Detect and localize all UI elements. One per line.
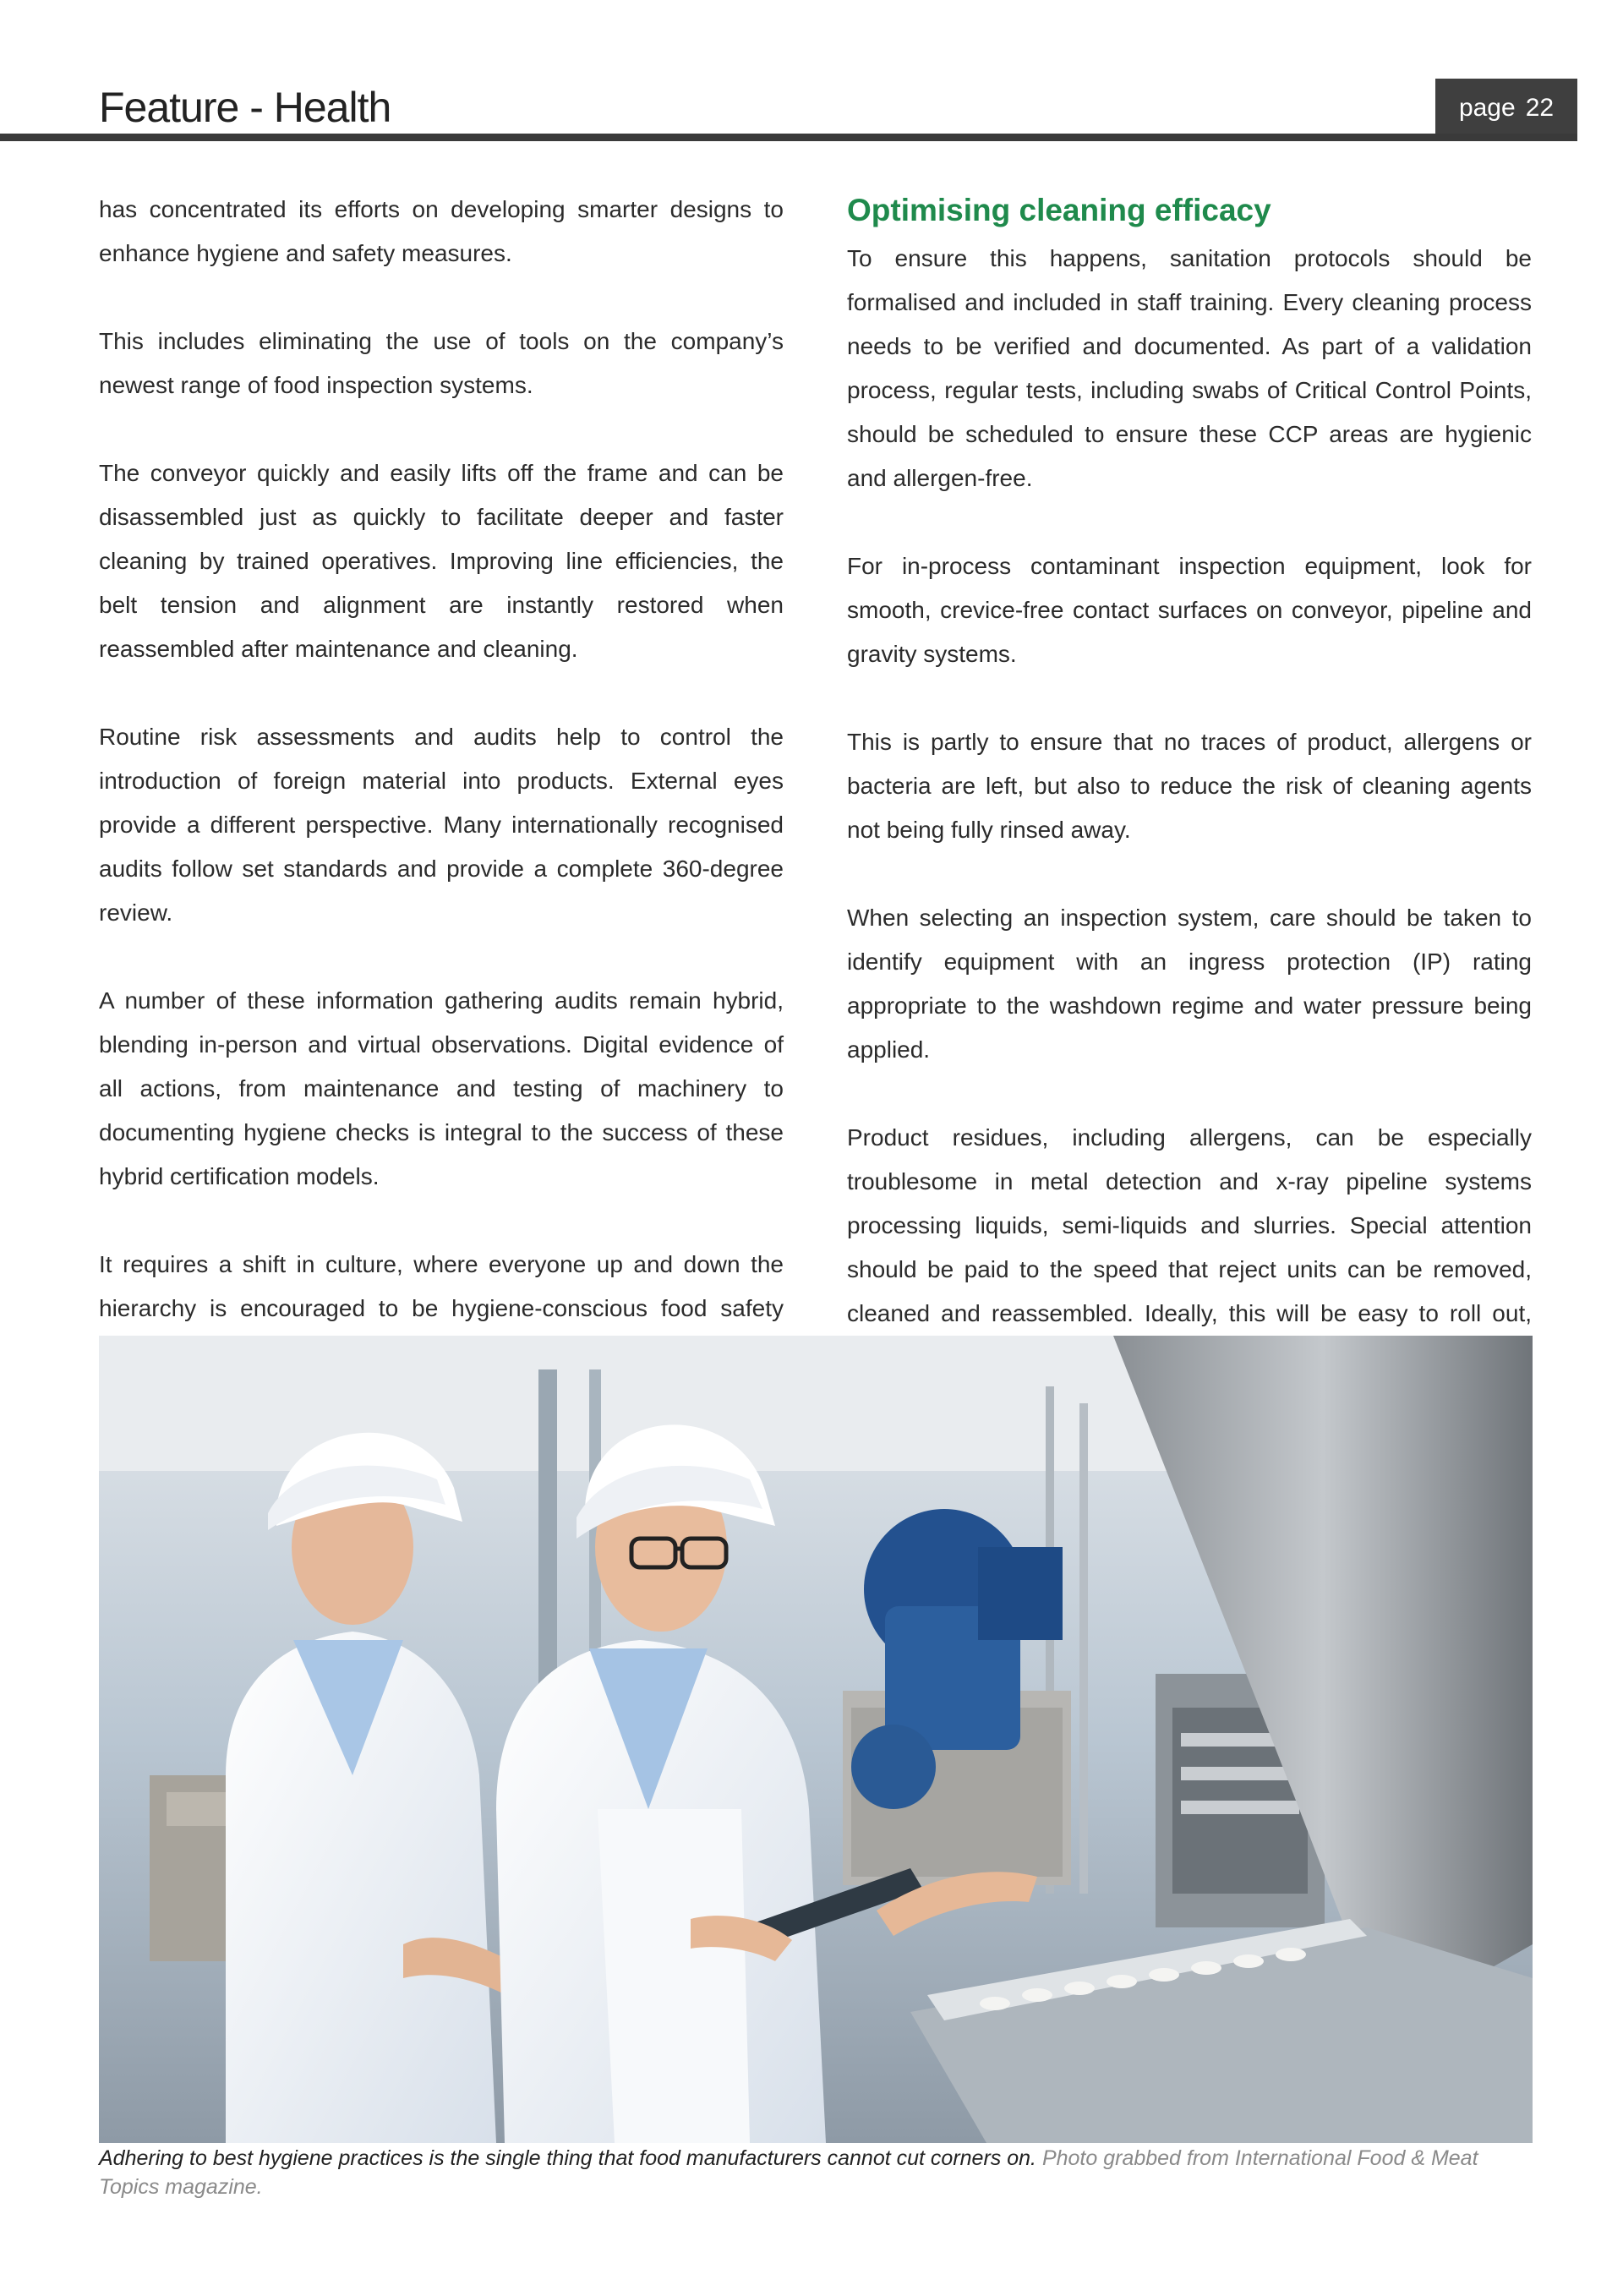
page-number-badge — [1435, 79, 1577, 138]
section-heading: Optimising cleaning efficacy — [847, 193, 1271, 227]
paragraph: To ensure this happens, sanitation protocols should be formalised and included in staff training. Every cleaning process needs to be verified and documented. As part of a validation process, regular tests, including swabs of Critical Control Points, should be scheduled to ensure these CCP areas are hygienic and allergen-free. — [847, 245, 1532, 491]
paragraph: A number of these information gathering audits remain hybrid, blending in-person and virtual observations. Digital evidence of all actions, from maintenance and testing of machinery to documenting hygiene checks is integral to the success of these hybrid certification models. — [99, 987, 784, 1189]
left-column — [99, 188, 784, 1375]
paragraph: When selecting an inspection system, care should be taken to identify equipment with an ingress protection (IP) rating appropriate to the washdown regime and water pressure being applied. — [847, 905, 1532, 1063]
paragraph: This is partly to ensure that no traces of product, allergens or bacteria are left, but also to reduce the risk of cleaning agents not being fully rinsed away. — [847, 729, 1532, 843]
caption-main: Adhering to best hygiene practices is the single thing that food manufacturers cannot cut corners on. — [99, 2146, 1036, 2170]
photo-caption — [99, 2144, 1533, 2201]
paragraph: For in-process contaminant inspection equipment, look for smooth, crevice-free contact surfaces on conveyor, pipeline and gravity systems. — [847, 553, 1532, 667]
right-column — [847, 184, 1532, 1424]
header-rule — [0, 134, 1577, 141]
page-title: Feature - Health — [99, 84, 391, 131]
page-label: page — [1458, 94, 1516, 122]
caption-credit: Photo grabbed from International Food & Meat Topics magazine. — [99, 2146, 1478, 2199]
paragraph: This includes eliminating the use of tools on the company’s newest range of food inspection systems. — [99, 328, 784, 398]
paragraph: It requires a shift in culture, where everyone up and down the hierarchy is encouraged to be hygiene-conscious food safety — [99, 1251, 784, 1321]
factory-workers-photo — [99, 1336, 1533, 2143]
paragraph: The conveyor quickly and easily lifts off the frame and can be disassembled just as quickly to facilitate deeper and faster cleaning by trained operatives. Improving line efficiencies, the belt tension and alignment are instantly restored when reassembled after maintenance and cleaning. — [99, 460, 784, 662]
page-number: 22 — [1525, 94, 1555, 122]
paragraph: has concentrated its efforts on developing smarter designs to enhance hygiene and safety measures. — [99, 196, 784, 266]
paragraph: Routine risk assessments and audits help to control the introduction of foreign material into products. External eyes provide a different perspective. Many internationally recognised audits follow set standards and provide a complete 360-degree review. — [99, 724, 784, 926]
paragraph: Product residues, including allergens, can be especially troublesome in metal detection and x-ray pipeline systems processing liquids, semi-liquids and slurries. Special attention should be paid to the speed that reject units can be removed, cleaned and reassembled. Ideally, this will be easy to roll out, — [847, 1124, 1532, 1326]
